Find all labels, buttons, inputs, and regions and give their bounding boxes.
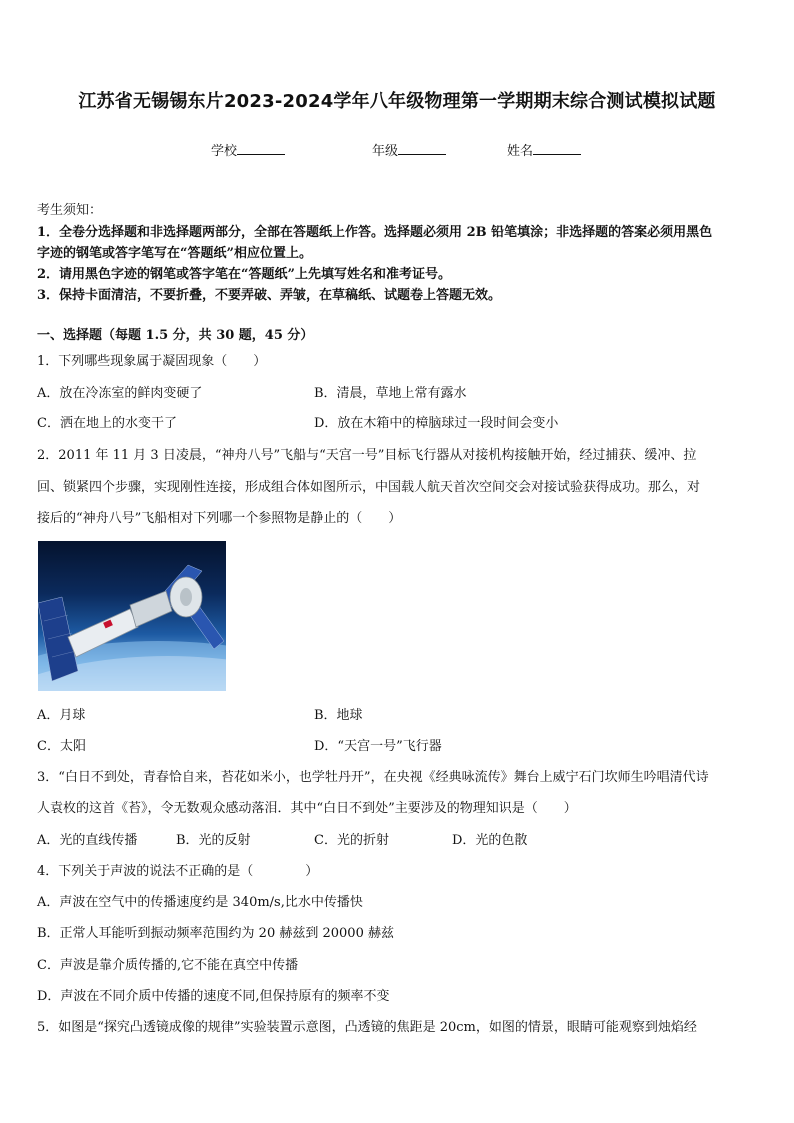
q3-option-b[interactable]: B．光的反射 xyxy=(176,833,251,848)
q2-stem-line: 接后的“神舟八号”飞船相对下列哪一个参照物是静止的（ ） xyxy=(37,511,402,526)
q3-option-d[interactable]: D．光的色散 xyxy=(452,833,528,848)
q1-option-b[interactable]: B．清晨，草地上常有露水 xyxy=(314,386,467,401)
q2-option-c[interactable]: C．太阳 xyxy=(37,739,86,754)
q2-stem-line: 2．2011 年 11 月 3 日凌晨，“神舟八号”飞船与“天宫一号”目标飞行器从对接机构接触开始，经过捕获、缓冲、拉 xyxy=(37,448,697,463)
q1-stem: 1．下列哪些现象属于凝固现象（ ） xyxy=(37,354,267,369)
section-heading: 一、选择题（每题 1.5 分，共 30 题，45 分） xyxy=(37,328,314,343)
q3-stem-line: 3．“白日不到处，青春恰自来，苔花如米小，也学牡丹开”，在央视《经典咏流传》舞台上威宁石门坎师生吟唱清代诗 xyxy=(37,770,709,785)
q5-stem: 5．如图是“探究凸透镜成像的规律”实验装置示意图，凸透镜的焦距是 20cm，如图的情景，眼睛可能观察到烛焰经 xyxy=(37,1020,697,1035)
notice-heading: 考生须知： xyxy=(37,203,103,218)
q4-stem: 4．下列关于声波的说法不正确的是（ ） xyxy=(37,864,319,879)
q3-option-c[interactable]: C．光的折射 xyxy=(314,833,389,848)
q4-option-d[interactable]: D．声波在不同介质中传播的速度不同,但保持原有的频率不变 xyxy=(37,989,390,1004)
grade-label: 年级 xyxy=(372,144,399,159)
notice-item: 3．保持卡面清洁，不要折叠，不要弄破、弄皱，在草稿纸、试题卷上答题无效。 xyxy=(37,288,502,303)
name-blank[interactable] xyxy=(533,142,581,155)
q3-stem-line: 人袁枚的这首《苔》，令无数观众感动落泪．其中“白日不到处”主要涉及的物理知识是（ ） xyxy=(37,801,577,816)
grade-field[interactable] xyxy=(372,140,446,159)
q1-option-c[interactable]: C．洒在地上的水变干了 xyxy=(37,416,177,431)
q3-option-a[interactable]: A．光的直线传播 xyxy=(37,833,138,848)
q1-option-a[interactable]: A．放在冷冻室的鲜肉变硬了 xyxy=(37,386,203,401)
notice-item: 1．全卷分选择题和非选择题两部分，全部在答题纸上作答。选择题必须用 2B 铅笔填涂；非选择题的答案必须用黑色 xyxy=(37,225,713,240)
q1-option-d[interactable]: D．放在木箱中的樟脑球过一段时间会变小 xyxy=(314,416,559,431)
school-label: 学校 xyxy=(211,144,238,159)
q2-option-a[interactable]: A．月球 xyxy=(37,708,86,723)
space-station-figure xyxy=(38,541,226,691)
space-station-illustration xyxy=(38,541,226,691)
notice-item: 字迹的钢笔或答字笔写在“答题纸”相应位置上。 xyxy=(37,246,312,261)
grade-blank[interactable] xyxy=(398,142,446,155)
page-title: 江苏省无锡锡东片2023-2024学年八年级物理第一学期期末综合测试模拟试题 xyxy=(78,91,716,112)
name-field[interactable] xyxy=(507,140,581,159)
name-label: 姓名 xyxy=(507,144,534,159)
q2-option-b[interactable]: B．地球 xyxy=(314,708,363,723)
q2-stem-line: 回、锁紧四个步骤，实现刚性连接，形成组合体如图所示，中国载人航天首次空间交会对接试验获得成功。那么，对 xyxy=(37,480,701,495)
school-blank[interactable] xyxy=(237,142,285,155)
school-field[interactable] xyxy=(211,140,285,159)
q4-option-b[interactable]: B．正常人耳能听到振动频率范围约为 20 赫兹到 20000 赫兹 xyxy=(37,926,394,941)
q2-option-d[interactable]: D．“天宫一号”飞行器 xyxy=(314,739,442,754)
notice-item: 2．请用黑色字迹的钢笔或答字笔在“答题纸”上先填写姓名和准考证号。 xyxy=(37,267,452,282)
q4-option-a[interactable]: A．声波在空气中的传播速度约是 340m/s,比水中传播快 xyxy=(37,895,363,910)
q4-option-c[interactable]: C．声波是靠介质传播的,它不能在真空中传播 xyxy=(37,958,299,973)
